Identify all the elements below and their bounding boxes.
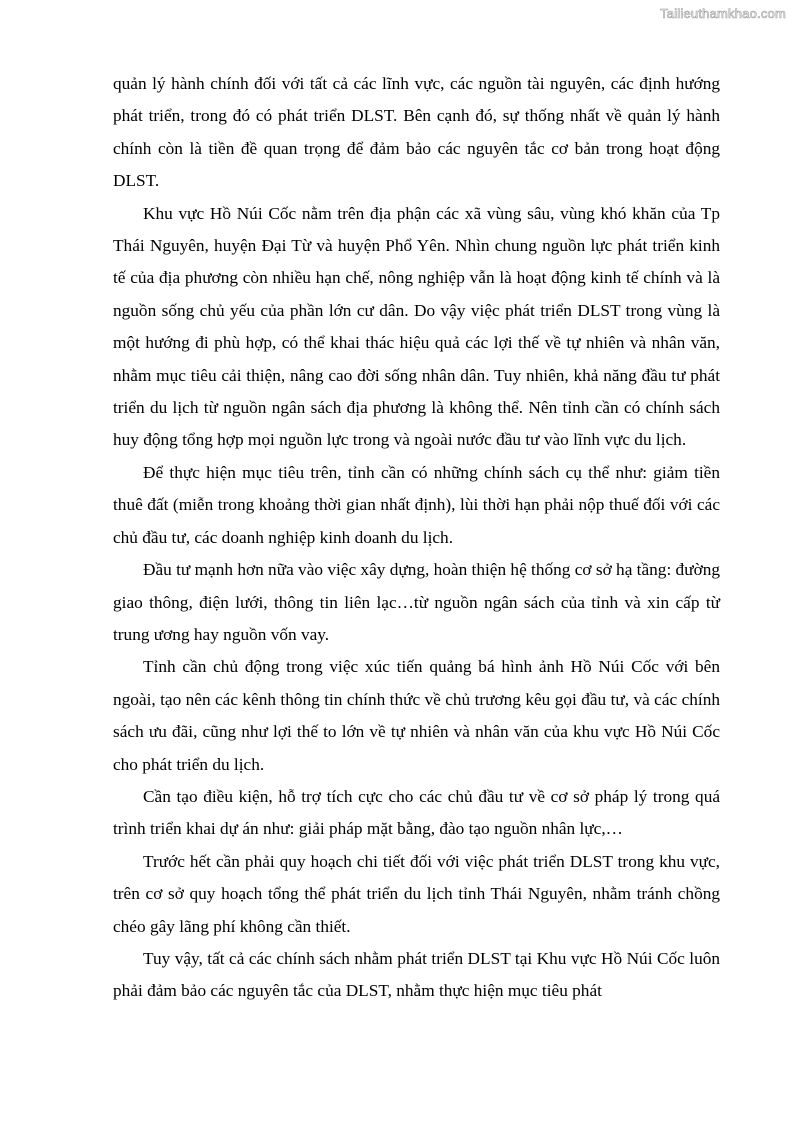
paragraph-3: Để thực hiện mục tiêu trên, tỉnh cần có những chính sách cụ thể như: giảm tiền thuê đất (miễn trong khoảng thời gian nhất định), lùi thời hạn phải nộp thuế đối với các chủ đầu tư, các doanh nghiệp kinh doanh du lịch. bbox=[113, 462, 720, 547]
paragraph-2: Khu vực Hồ Núi Cốc nằm trên địa phận các xã vùng sâu, vùng khó khăn của Tp Thái Nguyên, huyện Đại Từ và huyện Phổ Yên. Nhìn chung nguồn lực phát triển kinh tế của địa phương còn nhiều hạn chế, nông nghiệp vẫn là hoạt động kinh tế chính và là nguồn sống chủ yếu của phần lớn cư dân. Do vậy việc phát triển DLST trong vùng là một hướng đi phù hợp, có thể khai thác hiệu quả các lợi thế về tự nhiên và nhân văn, nhằm mục tiêu cải thiện, nâng cao đời sống nhân dân. Tuy nhiên, khả năng đầu tư phát triển du lịch từ nguồn ngân sách địa phương là không thể. Nên tỉnh cần có chính sách huy động tổng hợp mọi nguồn lực trong và ngoài nước đầu tư vào lĩnh vực du lịch. bbox=[113, 203, 720, 450]
paragraph-1: quản lý hành chính đối với tất cả các lĩnh vực, các nguồn tài nguyên, các định hướng phát triển, trong đó có phát triển DLST. Bên cạnh đó, sự thống nhất về quản lý hành chính còn là tiền đề quan trọng để đảm bảo các nguyên tắc cơ bản trong hoạt động DLST. bbox=[113, 74, 720, 191]
watermark-text: Tailieuthamkhao.com bbox=[660, 6, 786, 21]
paragraph-5: Tỉnh cần chủ động trong việc xúc tiến quảng bá hình ảnh Hồ Núi Cốc với bên ngoài, tạo nên các kênh thông tin chính thức về chủ trương kêu gọi đầu tư, và các chính sách ưu đãi, cũng như lợi thế to lớn về tự nhiên và nhân văn của khu vực Hồ Núi Cốc cho phát triển du lịch. bbox=[113, 657, 720, 774]
document-body bbox=[113, 68, 720, 1008]
paragraph-8: Tuy vậy, tất cả các chính sách nhằm phát triển DLST tại Khu vực Hồ Núi Cốc luôn phải đảm bảo các nguyên tắc của DLST, nhằm thực hiện mục tiêu phát bbox=[113, 948, 720, 1001]
paragraph-6: Cần tạo điều kiện, hỗ trợ tích cực cho các chủ đầu tư về cơ sở pháp lý trong quá trình triển khai dự án như: giải pháp mặt bằng, đào tạo nguồn nhân lực,… bbox=[113, 786, 720, 839]
paragraph-7: Trước hết cần phải quy hoạch chi tiết đối với việc phát triển DLST trong khu vực, trên cơ sở quy hoạch tổng thể phát triển du lịch tỉnh Thái Nguyên, nhằm tránh chồng chéo gây lãng phí không cần thiết. bbox=[113, 851, 720, 936]
paragraph-4: Đầu tư mạnh hơn nữa vào việc xây dựng, hoàn thiện hệ thống cơ sở hạ tầng: đường giao thông, điện lưới, thông tin liên lạc…từ nguồn ngân sách của tỉnh và xin cấp từ trung ương hay nguồn vốn vay. bbox=[113, 560, 720, 644]
